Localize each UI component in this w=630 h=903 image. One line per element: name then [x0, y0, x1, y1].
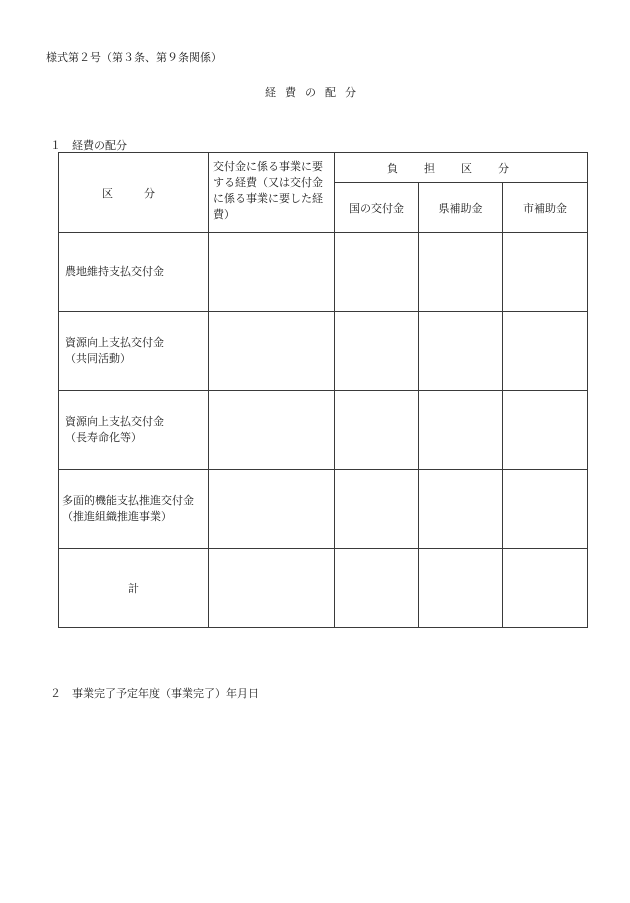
expense-cell: [209, 549, 335, 628]
header-city-subsidy: 市補助金: [503, 183, 588, 233]
table-row: [59, 470, 588, 549]
national-grant-cell: [335, 312, 419, 391]
header-prefecture-subsidy: 県補助金: [419, 183, 503, 233]
city-subsidy-cell: [503, 233, 588, 312]
header-burden-division: 負担区分: [335, 153, 588, 183]
form-number: 様式第２号（第３条、第９条関係）: [46, 51, 222, 64]
header-national-grant: 国の交付金: [335, 183, 419, 233]
prefecture-subsidy-cell: [419, 391, 503, 470]
national-grant-cell: [335, 470, 419, 549]
row-label: 多面的機能支払推進交付金 （推進組織推進事業）: [59, 470, 209, 549]
table-row: [59, 312, 588, 391]
section-2-heading: ２ 事業完了予定年度（事業完了）年月日: [50, 687, 259, 700]
document-title: 経費の配分: [265, 86, 365, 99]
table-row: [59, 391, 588, 470]
expense-cell: [209, 470, 335, 549]
national-grant-cell: [335, 233, 419, 312]
expense-cell: [209, 312, 335, 391]
expense-cell: [209, 233, 335, 312]
total-label: 計: [59, 549, 209, 628]
row-label: 農地維持支払交付金: [59, 233, 209, 312]
city-subsidy-cell: [503, 549, 588, 628]
prefecture-subsidy-cell: [419, 312, 503, 391]
header-category: 区 分: [59, 153, 209, 233]
section-1-heading: １ 経費の配分: [50, 139, 127, 152]
city-subsidy-cell: [503, 312, 588, 391]
expense-allocation-table: [58, 152, 588, 628]
national-grant-cell: [335, 549, 419, 628]
prefecture-subsidy-cell: [419, 233, 503, 312]
header-expense: 交付金に係る事業に要する経費（又は交付金に係る事業に要した経費）: [209, 153, 335, 233]
table-row: [59, 233, 588, 312]
row-label: 資源向上支払交付金 （共同活動）: [59, 312, 209, 391]
city-subsidy-cell: [503, 391, 588, 470]
prefecture-subsidy-cell: [419, 470, 503, 549]
national-grant-cell: [335, 391, 419, 470]
city-subsidy-cell: [503, 470, 588, 549]
table-row-total: [59, 549, 588, 628]
expense-cell: [209, 391, 335, 470]
prefecture-subsidy-cell: [419, 549, 503, 628]
row-label: 資源向上支払交付金 （長寿命化等）: [59, 391, 209, 470]
